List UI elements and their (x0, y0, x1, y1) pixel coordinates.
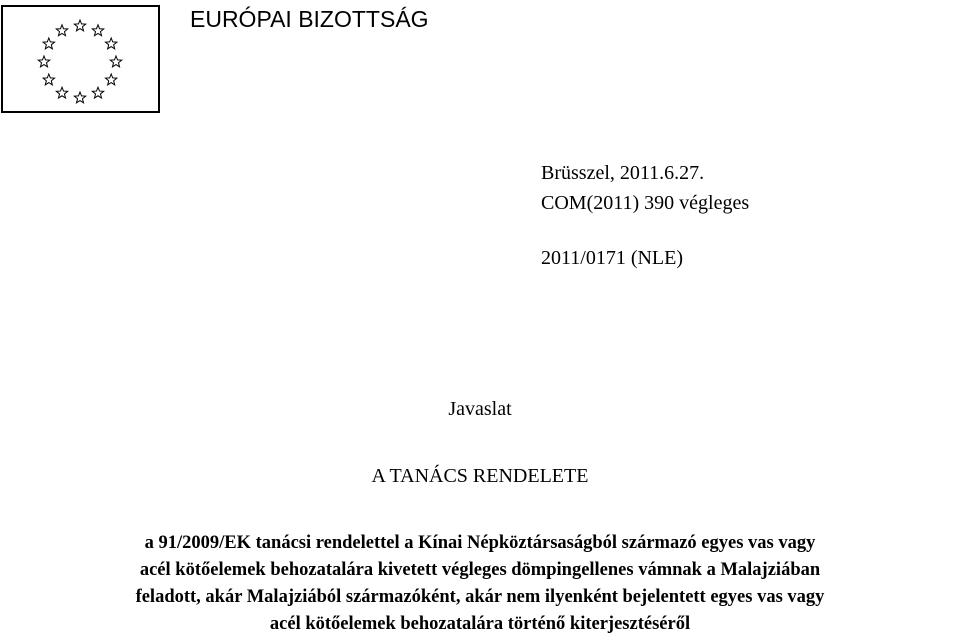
procedure-number: 2011/0171 (NLE) (541, 247, 684, 269)
star-icon (105, 74, 116, 85)
star-icon (74, 92, 85, 103)
act-title: A TANÁCS RENDELETE (371, 465, 589, 487)
star-icon (105, 38, 116, 49)
star-icon (110, 56, 121, 67)
subject-line: acél kötőelemek behozatalára történő kiterjesztéséről (269, 614, 691, 634)
subject-line: feladott, akár Malajziából származóként, akár nem ilyenként bejelentett egyes vas vagy (135, 587, 825, 607)
star-icon (92, 87, 103, 98)
star-icon (56, 25, 67, 36)
star-icon (43, 74, 54, 85)
com-reference: COM(2011) 390 végleges (541, 192, 750, 214)
place-date: Brüsszel, 2011.6.27. (541, 162, 705, 184)
star-icon (56, 87, 67, 98)
star-icon (74, 20, 85, 31)
star-icon (43, 38, 54, 49)
star-icon (92, 25, 103, 36)
subject-line: a 91/2009/EK tanácsi rendelettel a Kínai Népköztársaságból származó egyes vas vagy (144, 533, 816, 553)
eu-flag-logo (1, 5, 160, 113)
subject-line: acél kötőelemek behozatalára kivetett végleges dömpingellenes vámnak a Malajziában (139, 560, 821, 580)
document-type: Javaslat (448, 398, 512, 420)
subject-title (0, 530, 960, 638)
eu-stars-icon (3, 7, 158, 111)
star-icon (38, 56, 49, 67)
organisation-name: EURÓPAI BIZOTTSÁG (190, 6, 429, 32)
